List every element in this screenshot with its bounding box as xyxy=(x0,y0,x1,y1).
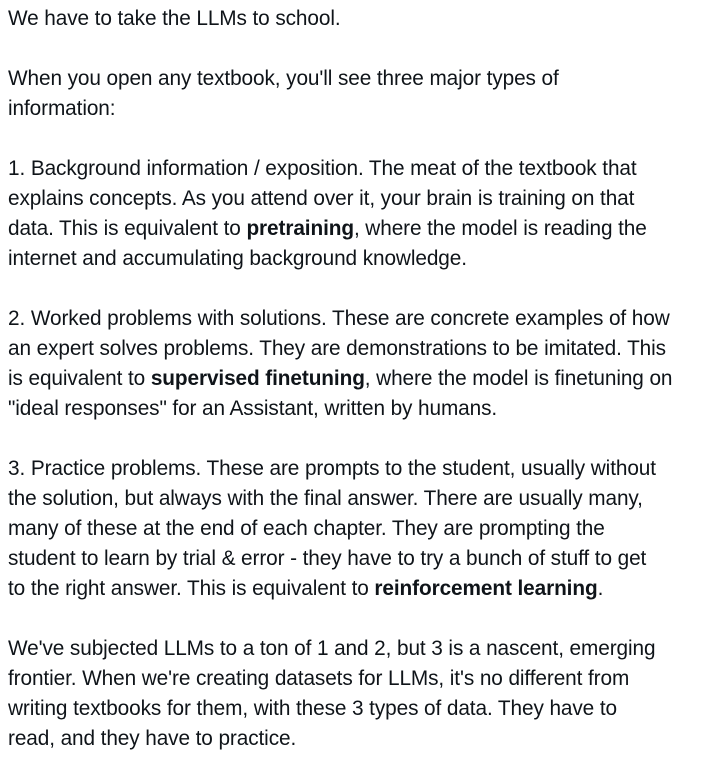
item-2-line-1: 2. Worked problems with solutions. These are concrete examples of how xyxy=(8,307,670,330)
opening-line-1: When you open any textbook, you'll see three major types of xyxy=(8,67,559,90)
item-1-line-3 xyxy=(8,214,712,244)
item-1-line-2: explains concepts. As you attend over it, your brain is training on that xyxy=(8,187,635,210)
supervised-finetuning-term: supervised finetuning xyxy=(150,367,365,390)
intro-line: We have to take the LLMs to school. xyxy=(8,7,341,30)
item-1-line-4: internet and accumulating background knowledge. xyxy=(8,247,467,270)
item-3-line-5 xyxy=(8,574,712,604)
closing-line-2: frontier. When we're creating datasets for LLMs, it's no different from xyxy=(8,667,630,690)
item-2-paragraph xyxy=(8,304,712,424)
item-2-line-4: "ideal responses" for an Assistant, written by humans. xyxy=(8,397,498,420)
reinforcement-learning-term: reinforcement learning xyxy=(374,577,598,600)
pretraining-term: pretraining xyxy=(246,217,354,240)
item-3-line-4: student to learn by trial & error - they have to try a bunch of stuff to get xyxy=(8,547,647,570)
item-3-paragraph xyxy=(8,454,712,604)
item-1-line-3-start: data. This is equivalent to xyxy=(8,217,247,240)
item-2-line-2: an expert solves problems. They are demonstrations to be imitated. This xyxy=(8,337,666,360)
item-1-line-1: 1. Background information / exposition. The meat of the textbook that xyxy=(8,157,637,180)
intro-paragraph xyxy=(8,4,712,34)
opening-paragraph xyxy=(8,64,712,124)
closing-paragraph xyxy=(8,634,712,754)
closing-line-4: read, and they have to practice. xyxy=(8,727,297,750)
closing-line-3: writing textbooks for them, with these 3 types of data. They have to xyxy=(8,697,617,720)
item-3-line-2: the solution, but always with the final answer. There are usually many, xyxy=(8,487,643,510)
item-2-line-3-end: , where the model is finetuning on xyxy=(364,367,673,390)
item-3-line-5-start: to the right answer. This is equivalent to xyxy=(8,577,375,600)
item-3-line-3: many of these at the end of each chapter. They are prompting the xyxy=(8,517,605,540)
item-1-paragraph xyxy=(8,154,712,274)
item-1-line-3-end: , where the model is reading the xyxy=(353,217,647,240)
closing-line-1: We've subjected LLMs to a ton of 1 and 2, but 3 is a nascent, emerging xyxy=(8,637,656,660)
item-3-line-5-end: . xyxy=(597,577,604,600)
item-2-line-3-start: is equivalent to xyxy=(8,367,151,390)
opening-line-2: information: xyxy=(8,97,116,120)
item-3-line-1: 3. Practice problems. These are prompts to the student, usually without xyxy=(8,457,656,480)
item-2-line-3 xyxy=(8,364,712,394)
